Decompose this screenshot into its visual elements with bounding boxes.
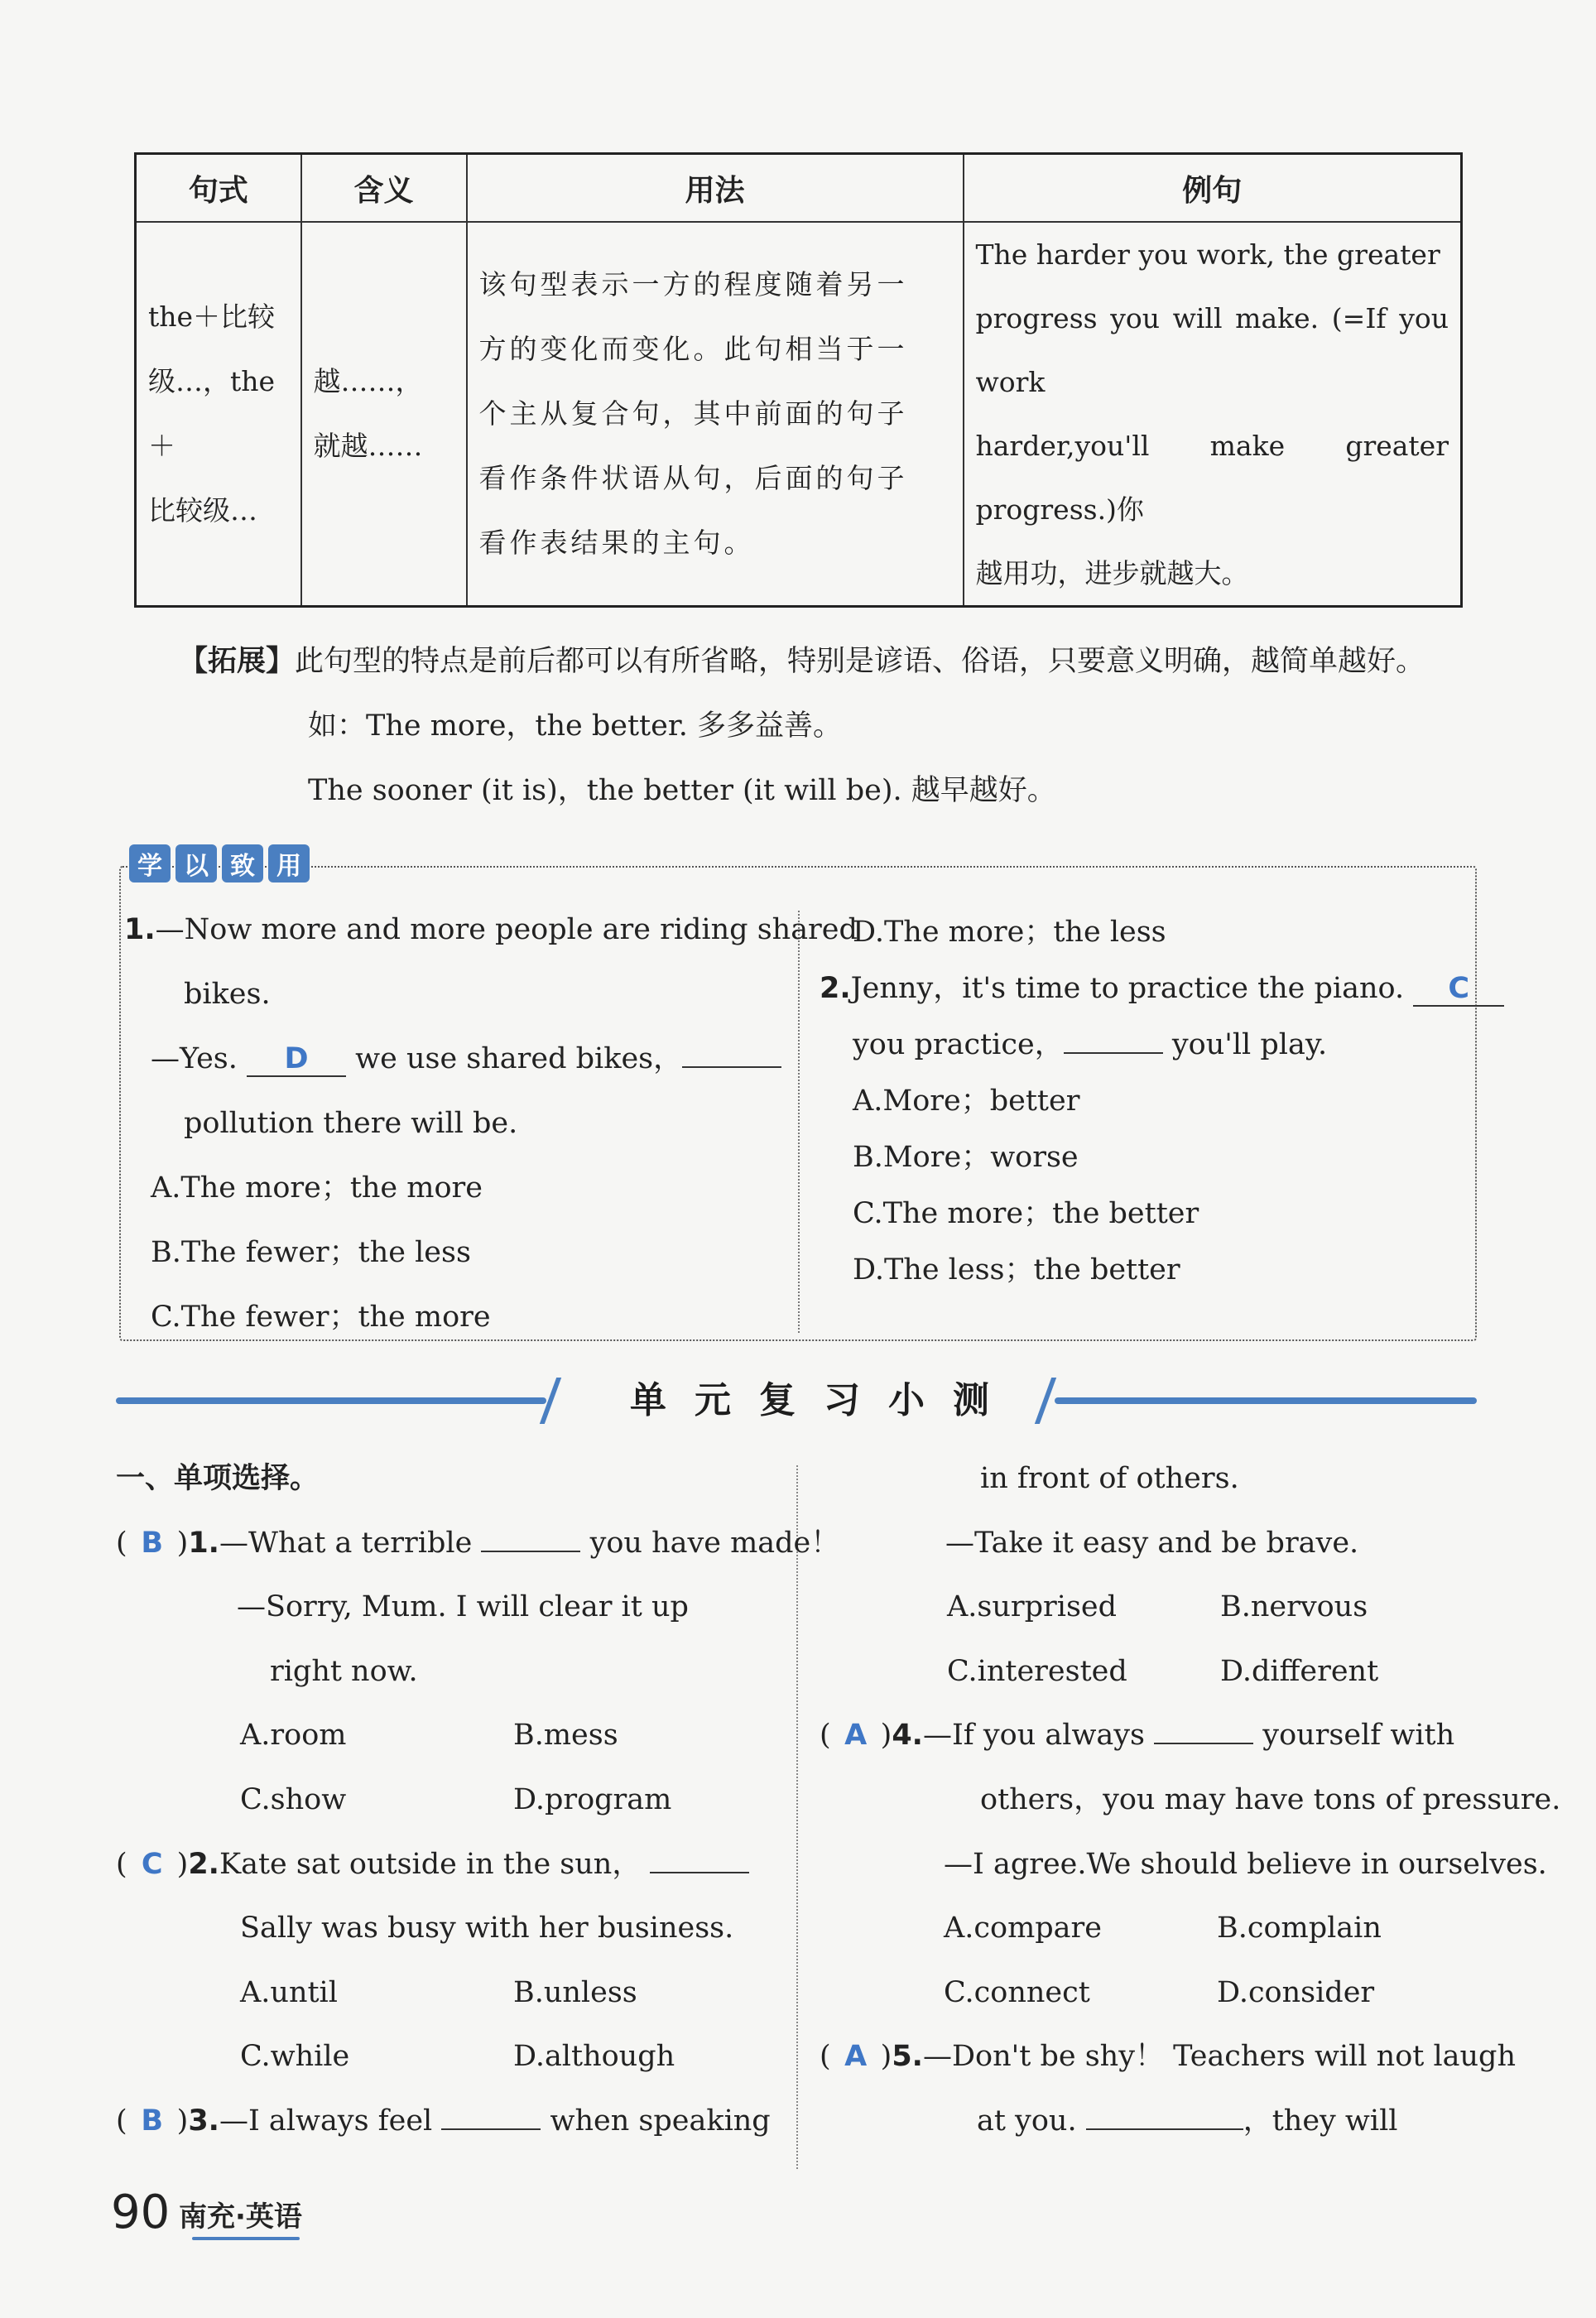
option: A.surprised (947, 1590, 1118, 1624)
option: A.More；better (853, 1084, 1080, 1118)
question-stem: —Now more and more people are riding shared (155, 913, 858, 946)
badge-char: 以 (175, 844, 217, 882)
example-line: harder,you'll make greater progress.)你 (975, 430, 1449, 526)
option: A.compare (944, 1912, 1102, 1945)
usage-line: 方的变化而变化。此句相当于一 (478, 333, 908, 365)
answer-blank[interactable]: D (247, 1042, 346, 1077)
question-number: 1. (188, 1526, 219, 1560)
question-stem: Kate sat outside in the sun， (219, 1847, 642, 1881)
page-number: 90 (111, 2186, 171, 2239)
question-stem: pollution there will be. (184, 1107, 518, 1140)
option: A.The more；the more (151, 1171, 483, 1205)
column-divider (798, 911, 800, 1333)
option: C.interested (947, 1654, 1127, 1688)
answer-mark: C (141, 1847, 163, 1881)
header-example: 例句 (964, 154, 1462, 223)
answer-blank[interactable] (682, 1066, 781, 1068)
heading-bar (116, 1397, 546, 1404)
question-number: 5. (892, 2040, 923, 2074)
option: D.program (513, 1782, 672, 1816)
question-5: ( A )5.—Don't be shy！ Teachers will not laugh (820, 2025, 1482, 2090)
answer-mark: A (844, 2040, 868, 2074)
question-stem: at you. (977, 2104, 1077, 2138)
question-stem: Jenny，it's time to practice the piano. (850, 972, 1405, 1005)
question-stem: —What a terrible (219, 1526, 473, 1560)
answer-blank[interactable] (1064, 1052, 1163, 1054)
question-1: ( B )1.—What a terrible you have made！ (116, 1512, 778, 1576)
question-stem: —Don't be shy！ Teachers will not laugh (922, 2040, 1516, 2074)
pattern-line: 比较级… (148, 494, 257, 527)
usage-line: 看作表结果的主句。 (478, 527, 755, 559)
question-number: 3. (188, 2104, 219, 2138)
question-stem: you have made！ (589, 1526, 840, 1560)
part-title: 一、单项选择。 (116, 1462, 320, 1495)
header-meaning: 含义 (301, 154, 467, 223)
option: D.The less；the better (853, 1253, 1180, 1286)
option: B.nervous (1220, 1590, 1368, 1624)
question-stem: —I always feel (219, 2104, 433, 2138)
option: D.The more；the less (853, 916, 1166, 949)
question-stem: —Take it easy and be brave. (945, 1526, 1359, 1560)
column-divider (796, 1465, 798, 2169)
example-line: progress you will make. (=If you work (975, 302, 1449, 398)
usage-line: 个主从复合句，其中前面的句子 (478, 397, 908, 430)
question-stem: you'll play. (1171, 1028, 1328, 1061)
usage-line: 该句型表示一方的程度随着另一 (478, 268, 908, 301)
question-stem: —Yes. (151, 1042, 238, 1075)
extension-line: The sooner (it is)，the better (it will be). 越早越好。 (308, 774, 1056, 807)
answer-blank[interactable] (441, 2128, 541, 2130)
option: A.until (240, 1975, 338, 2009)
question-2: ( C )2.Kate sat outside in the sun， (116, 1833, 778, 1897)
question-number: 4. (892, 1719, 923, 1753)
cell-meaning (301, 222, 467, 607)
badge-char: 用 (268, 844, 310, 882)
question-stem: you practice， (853, 1028, 1064, 1061)
answer-blank[interactable] (650, 1872, 749, 1873)
footer-underline (192, 2237, 300, 2240)
section-heading (116, 1374, 1477, 1427)
answer-blank[interactable] (1086, 2128, 1243, 2130)
option: C.The more；the better (853, 1197, 1199, 1230)
option: A.room (240, 1719, 347, 1753)
option: C.connect (944, 1975, 1090, 2009)
answer-mark: A (844, 1719, 868, 1753)
question-number: 2. (820, 972, 851, 1005)
option: B.More；worse (853, 1141, 1079, 1174)
badge-char: 学 (129, 844, 171, 882)
question-stem: Sally was busy with her business. (240, 1912, 734, 1945)
question-stem: yourself with (1262, 1719, 1455, 1753)
question-stem: —I agree.We should believe in ourselves. (944, 1847, 1547, 1881)
book-label: 南充·英语 (179, 2200, 302, 2234)
question-stem: right now. (270, 1654, 418, 1688)
question-stem: we use shared bikes， (355, 1042, 683, 1075)
question-stem: —Sorry, Mum. I will clear it up (237, 1590, 689, 1624)
table-row (136, 222, 1462, 607)
review-right-column (820, 1447, 1561, 2154)
option: D.consider (1217, 1975, 1375, 2009)
review-left-column (116, 1447, 840, 2154)
pattern-line: 级…，the＋ (148, 365, 276, 462)
heading-bar (1055, 1397, 1477, 1404)
question-number: 2. (188, 1847, 219, 1881)
extension-line: 如：The more，the better. 多多益善。 (308, 709, 842, 743)
question-stem: —If you always (922, 1719, 1146, 1753)
badge-char: 致 (222, 844, 263, 882)
table-header-row (136, 154, 1462, 223)
pattern-line: the＋比较 (148, 301, 276, 333)
practice-badge (129, 844, 310, 882)
practice-q1 (124, 897, 858, 1349)
question-stem: others，you may have tons of pressure. (980, 1782, 1561, 1816)
option: B.mess (513, 1719, 618, 1753)
header-pattern: 句式 (136, 154, 301, 223)
header-usage: 用法 (467, 154, 964, 223)
example-line: The harder you work, the greater (975, 238, 1440, 271)
option: C.show (240, 1782, 347, 1816)
option: C.while (240, 2040, 350, 2074)
cell-usage (467, 222, 964, 607)
question-4: ( A )4.—If you always yourself with (820, 1704, 1482, 1768)
answer-mark: B (141, 1526, 163, 1560)
question-stem: bikes. (184, 978, 271, 1011)
question-stem: when speaking (550, 2104, 771, 2138)
option: C.The fewer；the more (151, 1301, 491, 1334)
usage-line: 看作条件状语从句，后面的句子 (478, 462, 908, 494)
option: D.although (513, 2040, 675, 2074)
question-stem: in front of others. (980, 1462, 1239, 1495)
cell-example (964, 222, 1462, 607)
extension-tag: 【拓展】 (179, 645, 296, 678)
extension-note (179, 629, 1470, 823)
cell-pattern (136, 222, 301, 607)
question-stem: ，they will (1243, 2104, 1398, 2138)
question-number: 1. (124, 913, 156, 946)
meaning-line: 越……， (313, 365, 423, 397)
grammar-table (134, 152, 1463, 608)
option: B.complain (1217, 1912, 1382, 1945)
practice-q2 (820, 904, 1473, 1298)
meaning-line: 就越…… (313, 430, 423, 462)
example-line: 越用功，进步就越大。 (975, 557, 1249, 589)
option: B.The fewer；the less (151, 1236, 471, 1269)
option: D.different (1220, 1654, 1379, 1688)
answer-blank[interactable] (1154, 1743, 1253, 1744)
answer-blank[interactable] (481, 1551, 580, 1552)
option: B.unless (513, 1975, 637, 2009)
answer-mark: B (141, 2104, 163, 2138)
extension-line: 此句型的特点是前后都可以有所省略，特别是谚语、俗语，只要意义明确，越简单越好。 (295, 645, 1425, 678)
section-title: 单元复习小测 (630, 1379, 1017, 1421)
answer-blank[interactable]: C (1413, 972, 1504, 1007)
question-3: ( B )3.—I always feel when speaking (116, 2090, 778, 2154)
